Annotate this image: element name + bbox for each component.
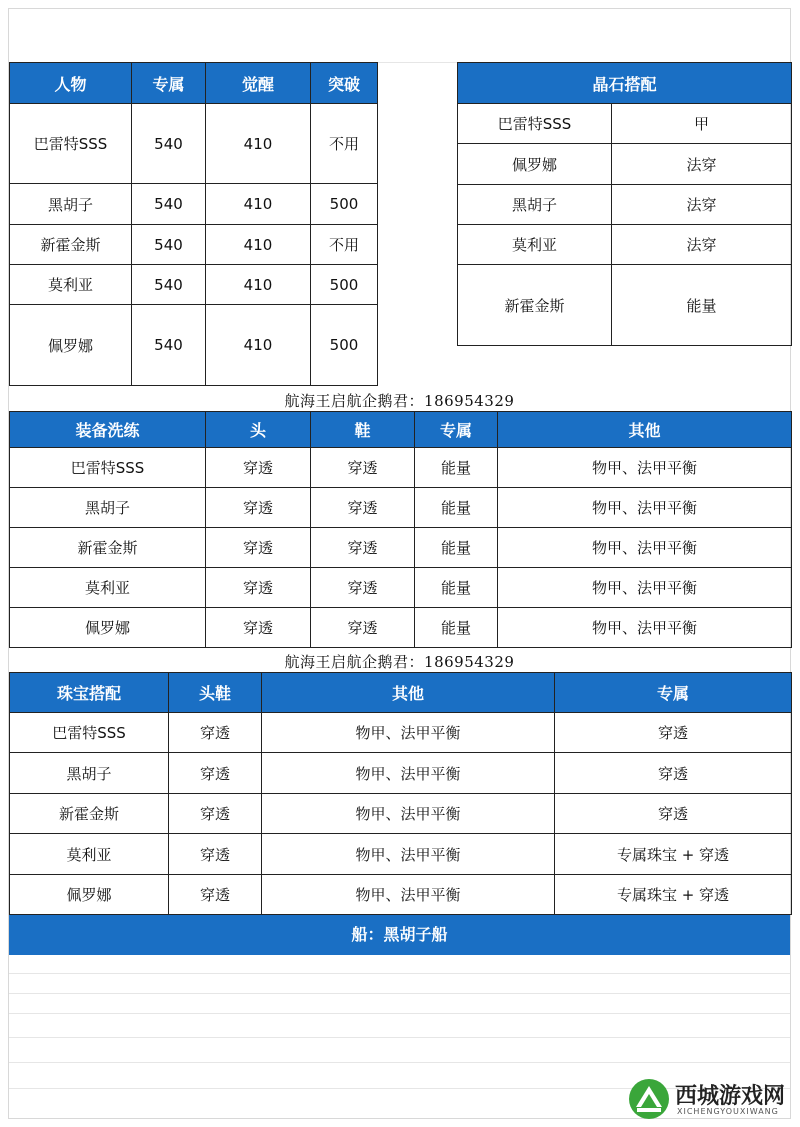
- site-watermark: [627, 1077, 792, 1121]
- table-row: [10, 104, 378, 184]
- cell: 穿透: [555, 713, 792, 753]
- cell: 能量: [415, 448, 498, 488]
- cell: 能量: [415, 568, 498, 608]
- table-row: [458, 104, 792, 144]
- cell: 佩罗娜: [10, 608, 206, 648]
- table-row: [10, 834, 792, 875]
- cell: 巴雷特SSS: [458, 104, 612, 144]
- table-row: [10, 568, 792, 608]
- cell: 法穿: [612, 144, 792, 185]
- gridline: [9, 1062, 790, 1063]
- cell: 穿透: [169, 794, 262, 834]
- header-cell: 专属: [555, 673, 792, 713]
- table-row: [10, 305, 378, 386]
- cell: 穿透: [555, 753, 792, 794]
- table-row: [458, 144, 792, 185]
- cell: 穿透: [311, 568, 415, 608]
- cell: 穿透: [169, 875, 262, 915]
- table-row: [10, 608, 792, 648]
- cell: 540: [132, 265, 206, 305]
- table-row: [10, 875, 792, 915]
- cell: 穿透: [311, 448, 415, 488]
- header-cell: 头鞋: [169, 673, 262, 713]
- cell: 物甲、法甲平衡: [262, 753, 555, 794]
- header-cell: 头: [206, 412, 311, 448]
- cell: 穿透: [169, 753, 262, 794]
- cell: 物甲、法甲平衡: [498, 608, 792, 648]
- cell: 穿透: [206, 528, 311, 568]
- crystal-table: [457, 62, 792, 346]
- cell: 新霍金斯: [10, 225, 132, 265]
- cell: 莫利亚: [10, 568, 206, 608]
- cell: 法穿: [612, 225, 792, 265]
- cell: 穿透: [169, 834, 262, 875]
- table-row: [10, 488, 792, 528]
- table-row: [10, 265, 378, 305]
- cell: 500: [311, 184, 378, 225]
- header-cell: 突破: [311, 63, 378, 104]
- contact-note: 航海王启航企鹅君：186954329: [284, 392, 515, 410]
- cell: 不用: [311, 104, 378, 184]
- cell: 黑胡子: [10, 753, 169, 794]
- cell: 黑胡子: [10, 184, 132, 225]
- table-header-row: [458, 63, 792, 104]
- gridline: [9, 1013, 790, 1014]
- cell: 物甲、法甲平衡: [498, 568, 792, 608]
- header-cell: 其他: [498, 412, 792, 448]
- cell: 莫利亚: [458, 225, 612, 265]
- cell: 穿透: [311, 608, 415, 648]
- cell: 物甲、法甲平衡: [498, 528, 792, 568]
- table-row: [10, 528, 792, 568]
- cell: 专属珠宝 + 穿透: [555, 875, 792, 915]
- cell: 法穿: [612, 185, 792, 225]
- cell: 莫利亚: [10, 834, 169, 875]
- header-cell: 专属: [132, 63, 206, 104]
- header-cell: 人物: [10, 63, 132, 104]
- table-header-row: [10, 673, 792, 713]
- cell: 540: [132, 225, 206, 265]
- cell: 黑胡子: [10, 488, 206, 528]
- cell: 甲: [612, 104, 792, 144]
- cell: 物甲、法甲平衡: [262, 834, 555, 875]
- table-row: [10, 794, 792, 834]
- cell: 410: [206, 184, 311, 225]
- table-row: [10, 753, 792, 794]
- cell: 物甲、法甲平衡: [262, 713, 555, 753]
- cell: 穿透: [555, 794, 792, 834]
- cell: 莫利亚: [10, 265, 132, 305]
- cell: 物甲、法甲平衡: [262, 794, 555, 834]
- cell: 不用: [311, 225, 378, 265]
- table-row: [10, 225, 378, 265]
- cell: 能量: [415, 528, 498, 568]
- table-header-row: [10, 412, 792, 448]
- cell: 新霍金斯: [10, 528, 206, 568]
- table-row: [10, 184, 378, 225]
- header-cell: 觉醒: [206, 63, 311, 104]
- gridline: [9, 973, 790, 974]
- table-row: [458, 265, 792, 346]
- cell: 410: [206, 104, 311, 184]
- table-row: [458, 185, 792, 225]
- cell: 佩罗娜: [10, 305, 132, 386]
- cell: 物甲、法甲平衡: [498, 488, 792, 528]
- cell: 穿透: [206, 608, 311, 648]
- site-logo-icon: [627, 1077, 671, 1121]
- header-cell: 装备洗练: [10, 412, 206, 448]
- cell: 巴雷特SSS: [10, 713, 169, 753]
- cell: 物甲、法甲平衡: [498, 448, 792, 488]
- cell: 能量: [415, 488, 498, 528]
- cell: 穿透: [311, 488, 415, 528]
- table-row: [10, 448, 792, 488]
- character-table: [9, 62, 378, 386]
- header-cell: 专属: [415, 412, 498, 448]
- cell: 黑胡子: [458, 185, 612, 225]
- equipment-table: [9, 411, 792, 648]
- cell: 410: [206, 305, 311, 386]
- gridline: [9, 1037, 790, 1038]
- gridline: [9, 993, 790, 994]
- header-cell: 晶石搭配: [458, 63, 792, 104]
- cell: 540: [132, 104, 206, 184]
- table-row: [458, 225, 792, 265]
- cell: 巴雷特SSS: [10, 448, 206, 488]
- cell: 穿透: [169, 713, 262, 753]
- cell: 410: [206, 225, 311, 265]
- cell: 巴雷特SSS: [10, 104, 132, 184]
- cell: 穿透: [206, 488, 311, 528]
- cell: 穿透: [311, 528, 415, 568]
- cell: 410: [206, 265, 311, 305]
- header-cell: 鞋: [311, 412, 415, 448]
- cell: 能量: [612, 265, 792, 346]
- cell: 佩罗娜: [10, 875, 169, 915]
- cell: 物甲、法甲平衡: [262, 875, 555, 915]
- watermark-subtitle: XICHENGYOUXIWANG: [677, 1107, 779, 1116]
- cell: 500: [311, 305, 378, 386]
- cell: 专属珠宝 + 穿透: [555, 834, 792, 875]
- cell: 540: [132, 305, 206, 386]
- cell: 能量: [415, 608, 498, 648]
- cell: 540: [132, 184, 206, 225]
- cell: 穿透: [206, 448, 311, 488]
- header-cell: 珠宝搭配: [10, 673, 169, 713]
- cell: 新霍金斯: [458, 265, 612, 346]
- table-row: [10, 713, 792, 753]
- cell: 穿透: [206, 568, 311, 608]
- table-header-row: [10, 63, 378, 104]
- watermark-title: 西城游戏网: [675, 1084, 786, 1109]
- jewel-table: [9, 672, 792, 915]
- contact-note: 航海王启航企鹅君：186954329: [284, 653, 515, 671]
- cell: 500: [311, 265, 378, 305]
- header-cell: 其他: [262, 673, 555, 713]
- ship-banner: 船：黑胡子船: [9, 915, 790, 955]
- cell: 新霍金斯: [10, 794, 169, 834]
- cell: 佩罗娜: [458, 144, 612, 185]
